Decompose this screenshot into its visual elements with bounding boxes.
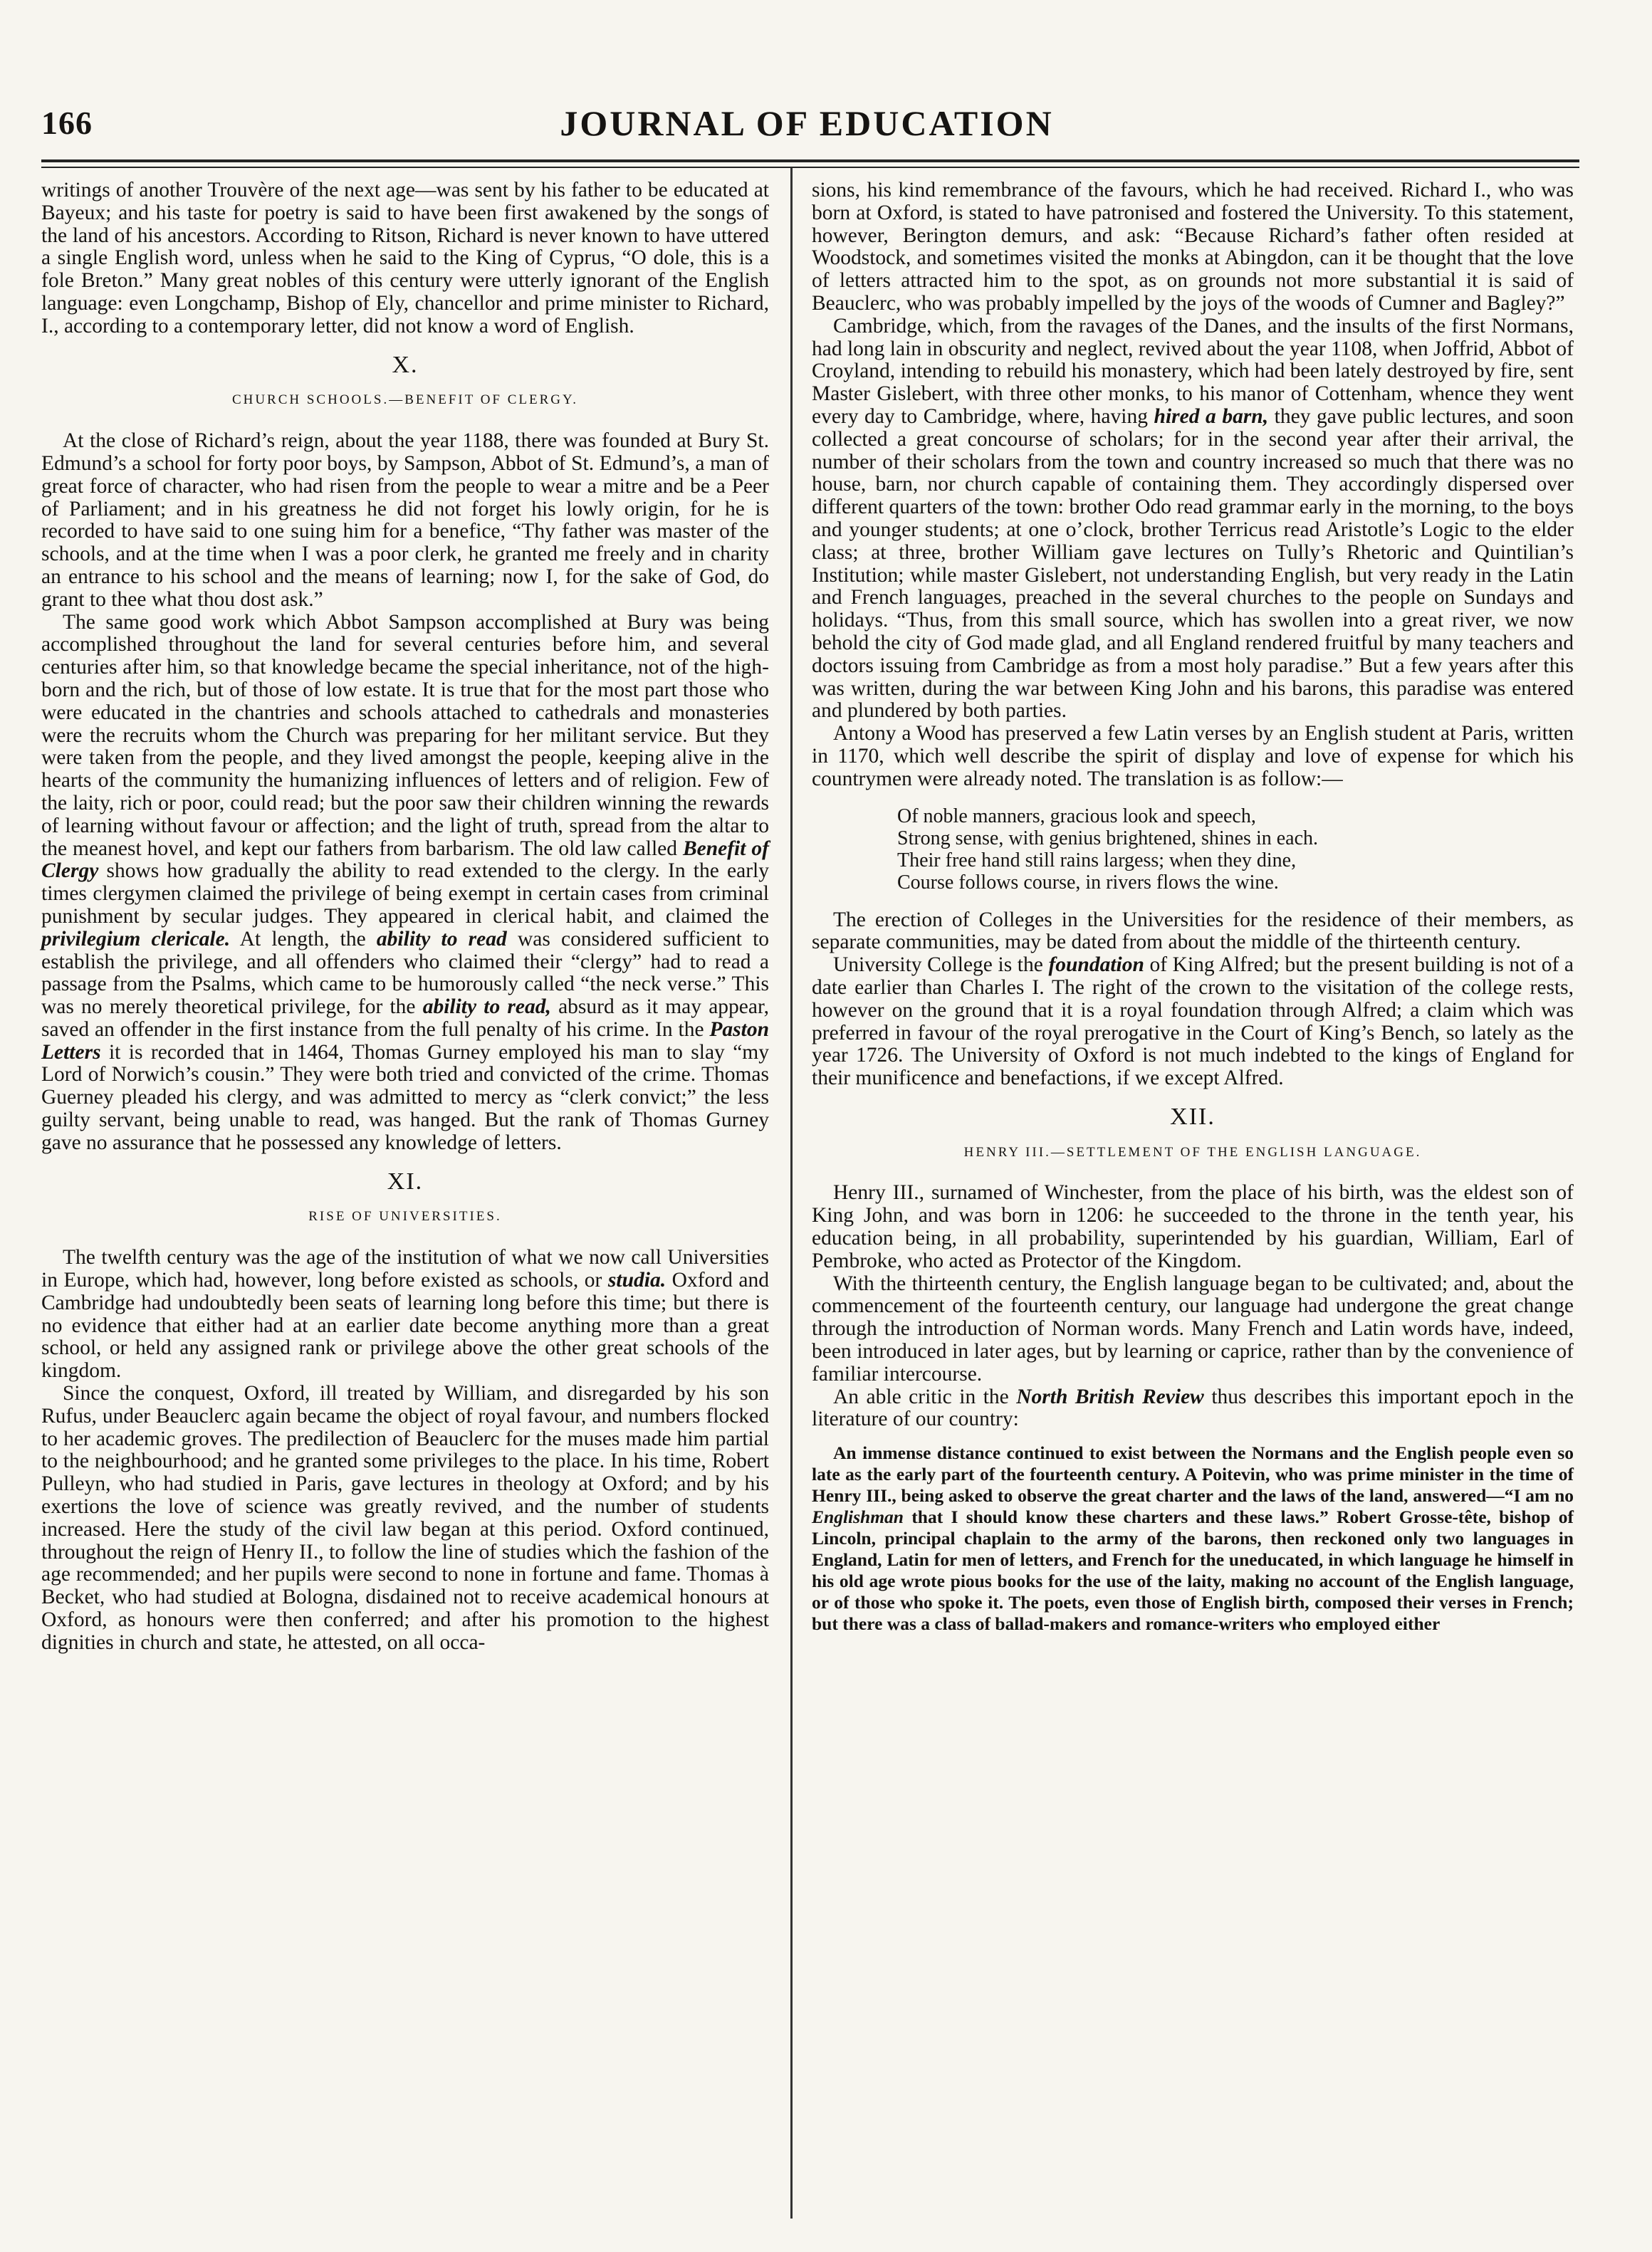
paragraph-english-language: With the thirteenth century, the English language began to be cultivated; and, about the commencement of the fourteenth century, our language had undergone the great change through the introduction of Norman words. Many French and Latin words have, indeed, been introduced in later ages, but by learning or caprice, rather than by the convenience of familiar intercourse. (812, 1272, 1574, 1386)
paragraph-antony-wood: Antony a Wood has preserved a few Latin verses by an English student at Paris, written in 1170, which well describe the spirit of display and love of expense for which his countrymen were already noted. The translation is as follow:— (812, 722, 1574, 790)
italic-benefit-of-clergy: Benefit of Clergy (41, 837, 770, 883)
verse-line: Their free hand still rains largess; when they dine, (897, 849, 1297, 871)
paragraph-oxford: Since the conquest, Oxford, ill treated by William, and disregarded by his son Rufus, under Beauclerc again became the object of royal favour, and numbers flocked to her academic groves. The predilection of Beauclerc for the muses made him partial to the neighbourhood; and he granted some privileges to the place. In his time, Robert Pulleyn, who had studied in Paris, gave lectures in theology at Oxford; and by his exertions the love of science was greatly revived, and the number of students increased. Here the study of the civil law began at this period. Oxford continued, throughout the reign of Henry II., to follow the line of studies which the fashion of the age recommended; and her pupils were second to none in fortune and fame. Thomas à Becket, who had studied at Bologna, disdained not to receive academical honours at Oxford, as honours were then conferred; and after his promotion to the highest dignities in church and state, he attested, on all occa- (41, 1382, 769, 1654)
section-number-xi: XI. (387, 1168, 424, 1195)
block-quote (812, 1442, 1574, 1635)
italic-foundation: foundation (1048, 953, 1144, 977)
right-column (812, 179, 1574, 1635)
italic-englishman: Englishman (812, 1507, 904, 1528)
italic-privilegium: privilegium clericale. (41, 927, 231, 950)
italic-north-british-review: North British Review (1016, 1385, 1204, 1408)
page-header (41, 100, 1572, 150)
header-rule (41, 159, 1579, 168)
verse-line: Strong sense, with genius brightened, shines in each. (897, 827, 1319, 849)
running-title: JOURNAL OF EDUCATION (560, 103, 1054, 143)
italic-paston-letters: Paston Letters (41, 1017, 770, 1064)
section-number-xii: XII. (1170, 1103, 1216, 1130)
paragraph-critic: An able critic in the North British Review thus describes this important epoch in the literature of our country: (812, 1385, 1574, 1431)
italic-ability-to-read: ability to read (376, 927, 507, 950)
paragraph-twelfth-century: The twelfth century was the age of the institution of what we now call Universities in Europe, which had, however, long before existed as schools, or studia. Oxford and Cambridge had undoubtedly been seats of learning long before this time; but there is no evidence that either had at an earlier date become anything more than a great school, or held any assigned rank or privilege above the other great schools of the kingdom. (41, 1246, 770, 1383)
verse-line: Of noble manners, gracious look and speech, (897, 805, 1256, 827)
verse-line: Course follows course, in rivers flows the wine. (897, 871, 1279, 894)
left-column (41, 179, 769, 1655)
page-number: 166 (41, 105, 93, 141)
paragraph-benefit-of-clergy: The same good work which Abbot Sampson accomplished at Bury was being accomplished throughout the land for several centuries before him, and several centuries after him, so that knowledge became the special inheritance, not of the high-born and the rich, but of those of low estate. It is true that for the most part those who were educated in the chantries and schools attached to cathedrals and monasteries were the recruits whom the Church was preparing for her militant service. But they were taken from the people, and they lived amongst the people, keeping alive in the hearts of the community the humanizing influences of letters and of religion. Few of the laity, rich or poor, could read; but the poor saw their children winning the rewards of learning without favour or affection; and the light of truth, spread from the altar to the meanest hovel, and kept our fathers from barbarism. The old law called Benefit of Clergy shows how gradually the ability to read extended to the clergy. In the early times clergymen claimed the privilege of being exempt in certain cases from criminal punishment by secular judges. They appeared in clerical habit, and claimed the privilegium clericale. At length, the ability to read was considered sufficient to establish the privilege, and all offenders who claimed their “clergy” had to read a passage from the Psalms, which came to be humorously called “the neck verse.” This was no merely theoretical privilege, for the ability to read, absurd as it may appear, saved an offender in the first instance from the full penalty of his crime. In the Paston Letters it is recorded that in 1464, Thomas Gurney employed his man to slay “my Lord of Norwich’s cousin.” They were both tried and convicted of the crime. Thomas Guerney pleaded his clergy, and was admitted to mercy as “clerk convict;” the less guilty servant, being unable to read, was hanged. But the rank of Thomas Gurney gave no assurance that he possessed any knowledge of letters. (41, 610, 770, 1154)
paragraph-intro: writings of another Trouvère of the next age—was sent by his father to be educated at Bayeux; and his taste for poetry is said to have been first awakened by the songs of the land of his ancestors. According to Ritson, Richard is never known to have uttered a single English word, unless when he said to the King of Cyprus, “O dole, this is a fole Breton.” Many great nobles of this century were utterly ignorant of the English language: even Longchamp, Bishop of Ely, chancellor and prime minister to Richard, I., according to a contemporary letter, did not know a word of English. (41, 179, 769, 337)
paragraph-cambridge: Cambridge, which, from the ravages of the Danes, and the insults of the first Normans, had long lain in obscurity and neglect, revived about the year 1108, when Joffrid, Abbot of Croyland, intending to rebuild his monastery, which had been lately destroyed by fire, sent Master Gislebert, with three other monks, to his manor of Cottenham, whence they went every day to Cambridge, where, having hired a barn, they gave public lectures, and soon collected a great concourse of scholars; for in the second year after their arrival, the number of their scholars from the town and country increased so much that there was no house, barn, nor church capable of containing them. They accordingly dispersed over different quarters of the town: brother Odo read grammar early in the morning, to the boys and younger students; at one o’clock, brother Terricus read Aristotle’s Logic to the elder class; at three, brother William gave lectures on Tully’s Rhetoric and Quintilian’s Institution; while master Gislebert, not understanding English, but very ready in the Latin and French languages, preached in the several churches to the people on Sundays and holidays. “Thus, from this small source, which has swollen into a great river, we now behold the city of God made glad, and all England rendered fruitful by many teachers and doctors issuing from Cambridge as from a most holy paradise.” But a few years after this was written, during the war between King John and his barons, this paradise was entered and plundered by both parties. (812, 314, 1574, 723)
paragraph-colleges: The erection of Colleges in the Universities for the residence of their members, as separate communities, may be dated from about the middle of the thirteenth century. (812, 908, 1574, 954)
italic-ability-to-read-2: ability to read, (422, 995, 551, 1019)
verse-translation (897, 805, 1574, 894)
section-title-henry-iii: HENRY III.—SETTLEMENT OF THE ENGLISH LANGUAGE. (963, 1144, 1422, 1160)
paragraph-university-college: University College is the foundation of King Alfred; but the present building is not of a date earlier than Charles I. The right of the crown to the visitation of the college rests, however on the ground that it is a royal foundation through Alfred; a claim which was preferred in favour of the royal prerogative in the Court of King’s Bench, so lately as the year 1726. The University of Oxford is not much indebted to the kings of England for their munificence and benefactions, if we except Alfred. (812, 953, 1574, 1090)
paragraph-continuation: sions, his kind remembrance of the favours, which he had received. Richard I., who was born at Oxford, is stated to have patronised and fostered the University. To this statement, however, Berington demurs, and ask: “Because Richard’s father often resided at Woodstock, and sometimes visited the monks at Abingdon, can it be thought that the love of letters attracted him to the spot, as on grounds not more substantial it is said of Beauclerc, who was probably impelled by the joys of the woods of Cumner and Bagley?” (812, 179, 1574, 315)
italic-hired-a-barn: hired a barn, (1154, 404, 1269, 428)
section-number-x: X. (392, 351, 419, 378)
column-divider (790, 168, 793, 2219)
section-title-universities: RISE OF UNIVERSITIES. (308, 1209, 502, 1225)
section-title-church-schools: CHURCH SCHOOLS.—BENEFIT OF CLERGY. (231, 392, 579, 408)
paragraph-bury-school: At the close of Richard’s reign, about the year 1188, there was founded at Bury St. Edmund’s a school for forty poor boys, by Sampson, Abbot of St. Edmund’s, a man of great force of character, who had risen from the people to wear a mitre and be a Peer of Parliament; and in his greatness he did not forget his lowly origin, for he is recorded to have said to one suing him for a benefice, “Thy father was master of the schools, and at the time when I was a poor clerk, he granted me freely and in charity an entrance to his school and the means of learning; now I, for the sake of God, do grant to thee what thou dost ask.” (41, 429, 769, 611)
quote-paragraph: An immense distance continued to exist between the Normans and the English people even so late as the early part of the fourteenth century. A Poitevin, who was prime minister in the time of Henry III., being asked to observe the great charter and the laws of the land, answered—“I am no Englishman that I should know these charters and these laws.” Robert Grosse-tête, bishop of Lincoln, principal chaplain to the army of the barons, then reckoned only two languages in England, Latin for men of letters, and French for the uneducated, in which language he himself in his old age wrote pious books for the use of the laity, making no account of the English language, or of those who spoke it. The poets, even those of English birth, composed their verses in French; but there was a class of ballad-makers and romance-writers who employed either (812, 1442, 1574, 1635)
italic-studia: studia. (607, 1269, 666, 1292)
paragraph-henry-iii: Henry III., surnamed of Winchester, from the place of his birth, was the eldest son of King John, and was born in 1206: he succeeded to the throne in the tenth year, his education being, in all probability, superintended by his guardian, William, Earl of Pembroke, who acted as Protector of the Kingdom. (812, 1181, 1574, 1272)
